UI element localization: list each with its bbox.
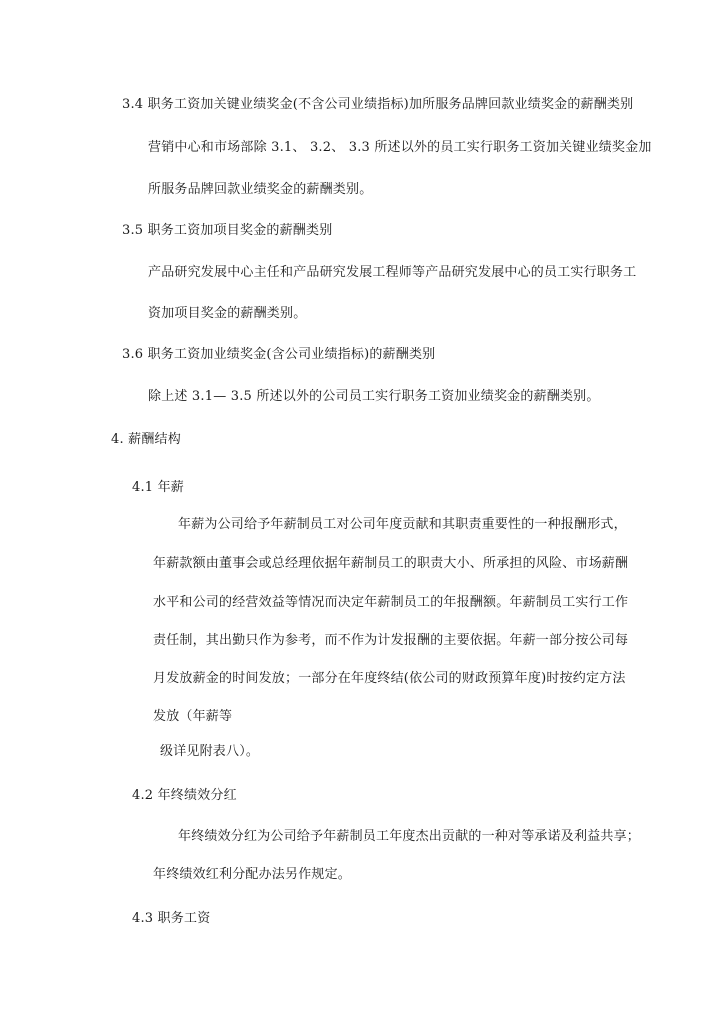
paragraph-line: 责任制，其出勤只作为参考，而不作为计发报酬的主要依据。年薪一部分按公司每 bbox=[153, 633, 629, 648]
paragraph-line: 营销中心和市场部除 3.1、 3.2、 3.3 所述以外的员工实行职务工资加关键业绩奖金加 bbox=[148, 140, 652, 155]
paragraph-line: 年终绩效红利分配办法另作规定。 bbox=[153, 867, 352, 882]
heading-4-1: 4.1 年薪 bbox=[132, 480, 185, 495]
paragraph-line: 资加项目奖金的薪酬类别。 bbox=[148, 306, 307, 321]
heading-4: 4. 薪酬结构 bbox=[111, 432, 181, 447]
paragraph-line: 产品研究发展中心主任和产品研究发展工程师等产品研究发展中心的员工实行职务工 bbox=[148, 265, 637, 280]
heading-4-2: 4.2 年终绩效分红 bbox=[132, 788, 237, 803]
heading-3-5: 3.5 职务工资加项目奖金的薪酬类别 bbox=[122, 223, 333, 238]
paragraph-line: 级详见附表八）。 bbox=[160, 744, 260, 759]
paragraph-line: 除上述 3.1— 3.5 所述以外的公司员工实行职务工资加业绩奖金的薪酬类别。 bbox=[148, 389, 600, 404]
heading-3-6: 3.6 职务工资加业绩奖金(含公司业绩指标)的薪酬类别 bbox=[122, 347, 436, 362]
paragraph-line: 月发放薪金的时间发放；一部分在年度终结(依公司的财政预算年度)时按约定方法 bbox=[153, 671, 626, 686]
heading-3-4: 3.4 职务工资加关键业绩奖金(不含公司业绩指标)加所服务品牌回款业绩奖金的薪酬类别 bbox=[122, 97, 634, 112]
heading-4-3: 4.3 职务工资 bbox=[132, 911, 211, 926]
paragraph-line: 年薪款额由董事会或总经理依据年薪制员工的职责大小、所承担的风险、市场薪酬 bbox=[153, 556, 629, 571]
paragraph-line: 发放（年薪等 bbox=[153, 709, 233, 724]
paragraph-line: 年终绩效分红为公司给予年薪制员工年度杰出贡献的一种对等承诺及利益共享； bbox=[178, 829, 641, 844]
paragraph-line: 所服务品牌回款业绩奖金的薪酬类别。 bbox=[148, 182, 373, 197]
paragraph-line: 年薪为公司给予年薪制员工对公司年度贡献和其职责重要性的一种报酬形式， bbox=[178, 517, 627, 532]
paragraph-line: 水平和公司的经营效益等情况而决定年薪制员工的年报酬额。年薪制员工实行工作 bbox=[153, 595, 629, 610]
